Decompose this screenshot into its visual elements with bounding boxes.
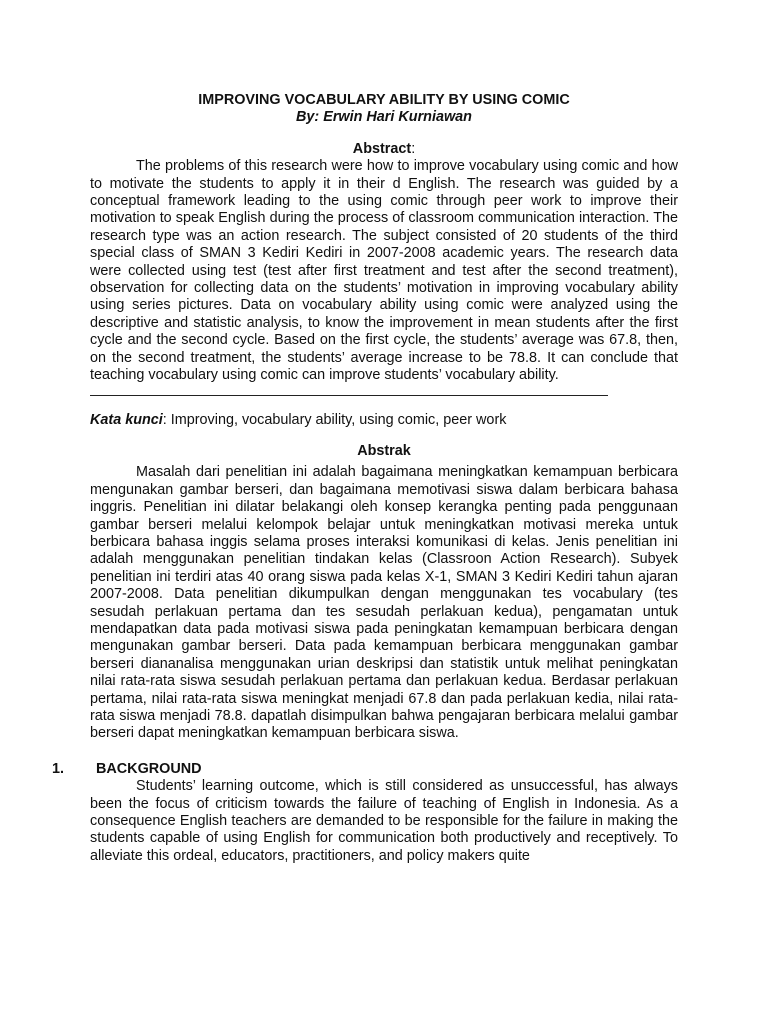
abstrak-text: Masalah dari penelitian ini adalah bagaimana meningkatkan kemampuan berbicara mengunakan gambar berseri, dan bagaimana memotivasi siswa dalam berbicara bahasa inggris. Penelitian ini dilatar belakangi oleh konsep kerangka penting pada penggunaan gambar berseri melalui kelompok belajar untuk meningkatkan motivasi mereka untuk berbicara bahasa inggis selama proses interaksi komunikasi di kelas. Jenis penelitian ini adalah menggunakan penelitian tindakan kelas (Classroon Action Research). Subyek penelitian ini terdiri atas 40 orang siswa pada kelas X-1, SMAN 3 Kediri Kediri tahun ajaran 2007-2008. Data penelitian dikumpulkan dengan menggunakan tes vocabulary (tes sesudah perlakuan pertama dan tes sesudah perlakuan kedua), pengamatan untuk mendapatkan data pada motivasi siswa pada peningkatan kemampuan berbicara dengan mengunakan gambar berseri. Data pada kemampuan berbicara menggunakan gambar berseri diananalisa menggunakan urian deskripsi dan statistik untuk melihat peningkatan nilai rata-rata siswa sesudah perlakuan pertama dan perlakuan kedua. Berdasar perlakuan pertama, nilai rata-rata siswa meningkat menjadi 67.8 dan pada perlakuan kedia, nilai rata-rata siswa menjadi 78.8. dapatlah disimpulkan bahwa pengajaran berbicara melalui gambar berseri dapat meningkatkan kemampuan berbicara siswa.: [90, 464, 678, 742]
section-heading-background: [52, 760, 678, 778]
abstract-text: The problems of this research were how to improve vocabulary using comic and how to motivate the students to apply it in their d English. The research was guided by a conceptual framework leading to the using comic through peer work to improve their motivation to speak English during the process of classroom communication interaction. The research type was an action research. The subject consisted of 20 students of the third special class of SMAN 3 Kediri Kediri in 2007-2008 academic years. The research data were collected using test (test after first treatment and test after the second treatment), observation for collecting data on the students’ motivation in improving vocabulary ability using series pictures. Data on vocabulary ability using comic were analyzed using the descriptive and statistic analysis, to know the improvement in mean students after the first cycle and the second cycle. Based on the first cycle, the students’ average was 67.8, then, on the second treatment, the students’ average increase to be 78.8. It can conclude that teaching vocabulary using comic can improve students’ vocabulary ability.: [90, 158, 678, 384]
paper-title: IMPROVING VOCABULARY ABILITY BY USING COMIC: [198, 92, 570, 108]
paper-page: [52, 92, 678, 865]
abstract-heading-label: Abstract: [352, 140, 412, 157]
abstract-heading: [90, 141, 678, 158]
section-number: 1.: [52, 760, 65, 777]
keywords-label: Kata kunci: [90, 411, 163, 428]
abstrak-heading: Abstrak: [357, 442, 411, 459]
background-text: Students’ learning outcome, which is still considered as unsuccessful, has always been the focus of criticism towards the failure of teaching of English in Indonesia. As a consequence English teachers are demanded to be responsible for the failure in making the students capable of using English for communication both productively and receptively. To alleviate this ordeal, educators, practitioners, and policy makers quite: [90, 778, 678, 864]
abstract-heading-colon: :: [411, 140, 416, 157]
section-divider: [90, 395, 608, 396]
section-title: BACKGROUND: [96, 760, 202, 777]
keywords: [90, 412, 678, 429]
paper-author: By: Erwin Hari Kurniawan: [296, 109, 472, 126]
keywords-text: : Improving, vocabulary ability, using comic, peer work: [162, 411, 507, 428]
